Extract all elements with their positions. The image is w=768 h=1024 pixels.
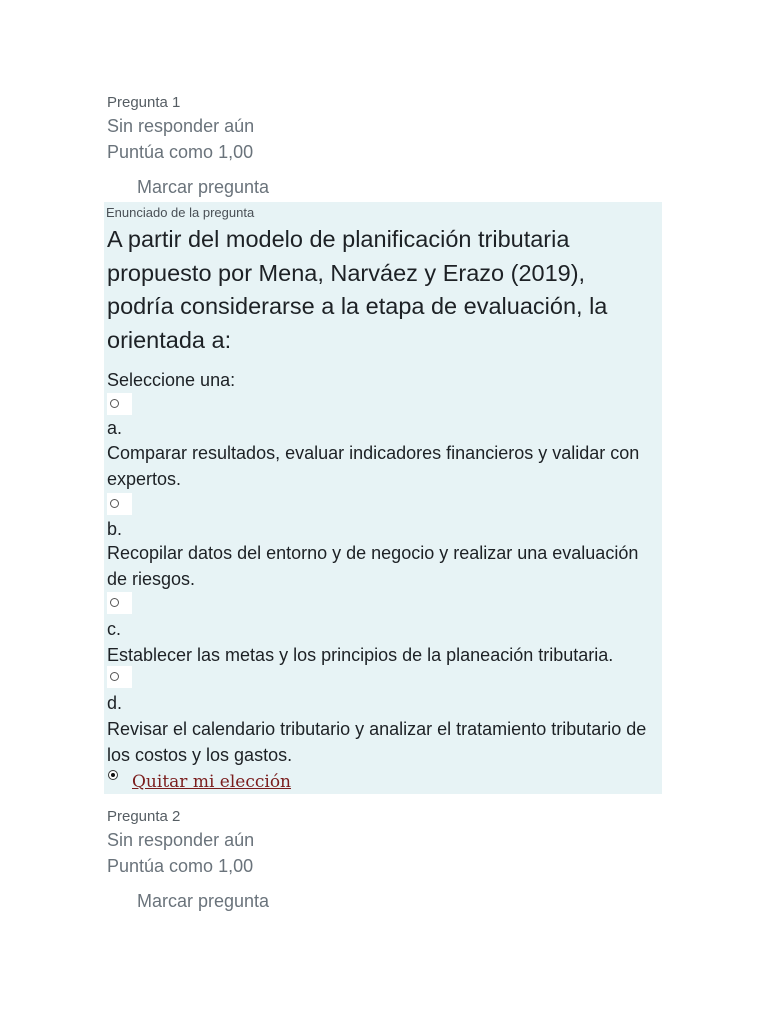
option-b-letter: b. bbox=[107, 519, 123, 539]
radio-circle-icon bbox=[110, 399, 119, 408]
question-number: Pregunta 2 bbox=[107, 808, 181, 825]
option-c-radio[interactable] bbox=[107, 592, 132, 614]
option-d-text[interactable]: Revisar el calendario tributario y analizar el tratamiento tributario de los costos y los gastos. bbox=[107, 719, 647, 765]
option-a-radio[interactable] bbox=[107, 393, 132, 415]
question-statement-heading: Enunciado de la pregunta bbox=[106, 205, 255, 220]
radio-circle-icon bbox=[110, 598, 119, 607]
option-b-text[interactable]: Recopilar datos del entorno y de negocio y realizar una evaluación de riesgos. bbox=[107, 543, 639, 589]
answer-prompt: Seleccione una: bbox=[107, 370, 236, 390]
clear-choice-link[interactable]: Quitar mi elección bbox=[132, 772, 292, 792]
question-2-info bbox=[107, 807, 269, 914]
flag-question-button[interactable]: Marcar pregunta bbox=[137, 891, 270, 911]
question-number: Pregunta 1 bbox=[107, 94, 181, 111]
option-b-radio[interactable] bbox=[107, 493, 132, 515]
option-d-radio[interactable] bbox=[107, 666, 132, 688]
radio-dot-icon bbox=[111, 773, 115, 777]
question-1-formulation bbox=[104, 202, 662, 794]
question-grade: Puntúa como 1,00 bbox=[107, 142, 254, 162]
question-1-info bbox=[107, 93, 269, 200]
radio-circle-icon bbox=[110, 499, 119, 508]
option-c-letter: c. bbox=[107, 619, 122, 639]
option-a-letter: a. bbox=[107, 418, 123, 438]
radio-circle-icon bbox=[110, 672, 119, 681]
flag-question-button[interactable]: Marcar pregunta bbox=[137, 177, 270, 197]
option-d-letter: d. bbox=[107, 693, 123, 713]
clear-choice-radio[interactable] bbox=[107, 768, 121, 782]
question-text: A partir del modelo de planificación tributaria propuesto por Mena, Narváez y Erazo (2019), podría considerarse a la etapa de evaluación, la orientada a: bbox=[107, 226, 608, 353]
question-state: Sin responder aún bbox=[107, 116, 255, 136]
question-grade: Puntúa como 1,00 bbox=[107, 856, 254, 876]
option-c-text[interactable]: Establecer las metas y los principios de la planeación tributaria. bbox=[107, 645, 614, 665]
question-state: Sin responder aún bbox=[107, 830, 255, 850]
option-a-text[interactable]: Comparar resultados, evaluar indicadores financieros y validar con expertos. bbox=[107, 443, 640, 489]
